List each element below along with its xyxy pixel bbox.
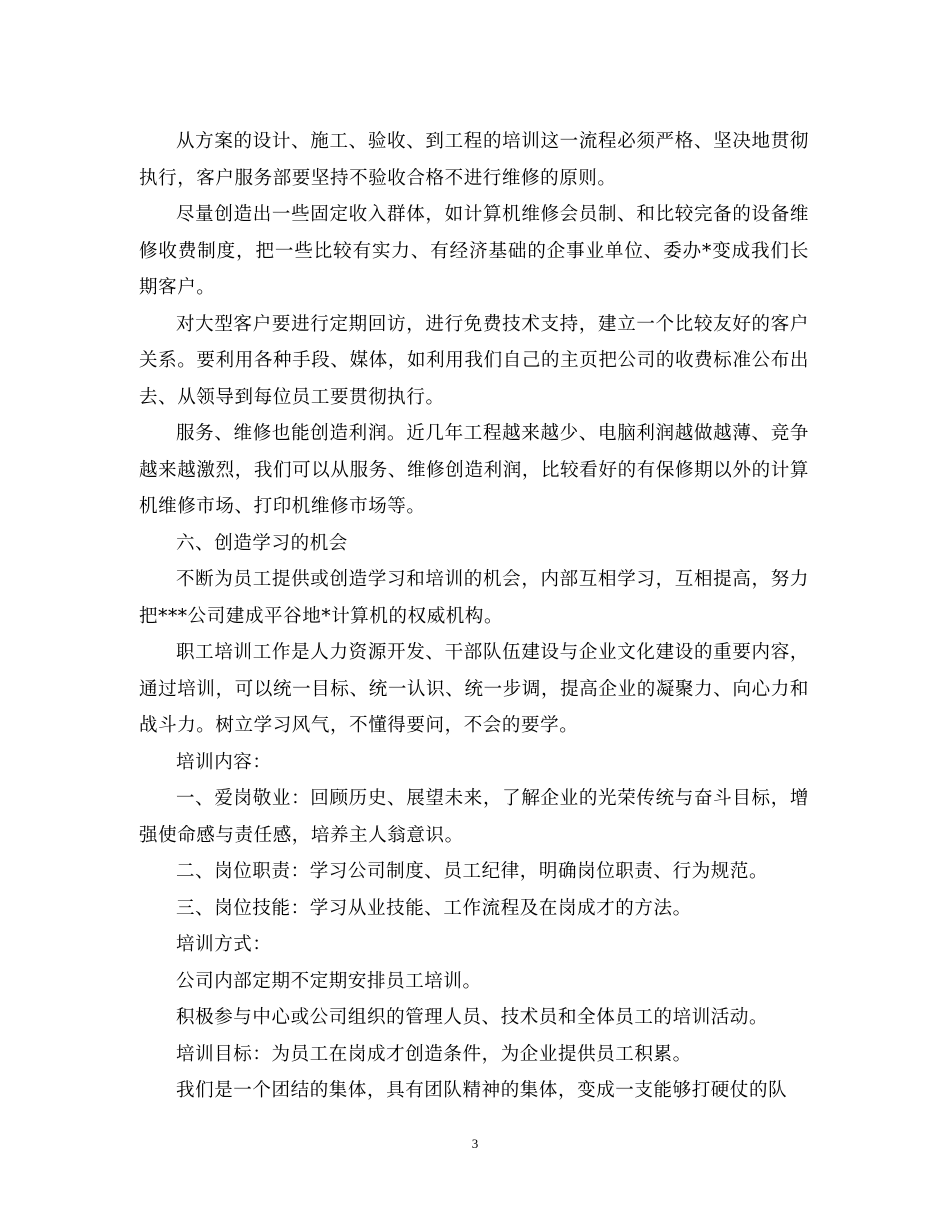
page-number: 3 bbox=[471, 1136, 479, 1151]
training-method-internal: 公司内部定期不定期安排员工培训。 bbox=[176, 970, 482, 992]
training-content-heading: 培训内容： bbox=[176, 751, 272, 773]
paragraph-service-profit: 服务、维修也能创造利润。近几年工程越来越少、电脑利润越做越薄、竞争越来越激烈，我们可以从服务、维修创造利润，比较看好的有保修期以外的计算机维修市场、打印机维修市场等。 bbox=[139, 423, 809, 517]
section-heading-learning: 六、创造学习的机会 bbox=[176, 532, 348, 554]
paragraph-acceptance-process: 从方案的设计、施工、验收、到工程的培训这一流程必须严格、坚决地贯彻执行，客户服务部要坚持不验收合格不进行维修的原则。 bbox=[139, 131, 809, 189]
training-method-heading: 培训方式： bbox=[176, 934, 272, 955]
paragraph-team-spirit: 我们是一个团结的集体，具有团队精神的集体，变成一支能够打硬仗的队 bbox=[176, 1080, 788, 1101]
paragraph-fixed-income-clients: 尽量创造出一些固定收入群体，如计算机维修会员制、和比较完备的设备维修收费制度，把一些比较有实力、有经济基础的企事业单位、委办*变成我们长期客户。 bbox=[139, 204, 809, 298]
training-item-responsibilities: 二、岗位职责：学习公司制度、员工纪律，明确岗位职责、行为规范。 bbox=[176, 861, 769, 882]
paragraph-learning-opportunities: 不断为员工提供或创造学习和培训的机会，内部互相学习，互相提高，努力把***公司建成平谷地*计算机的权威机构。 bbox=[139, 569, 809, 627]
paragraph-client-visits: 对大型客户要进行定期回访，进行免费技术支持，建立一个比较友好的客户关系。要利用各种手段、媒体，如利用我们自己的主页把公司的收费标准公布出去、从领导到每位员工要贯彻执行。 bbox=[139, 313, 809, 408]
training-item-dedication: 一、爱岗敬业：回顾历史、展望未来，了解企业的光荣传统与奋斗目标，增强使命感与责任感，培养主人翁意识。 bbox=[139, 788, 809, 846]
document-body bbox=[139, 124, 809, 1110]
training-method-participation: 积极参与中心或公司组织的管理人员、技术员和全体员工的培训活动。 bbox=[176, 1007, 769, 1028]
training-item-skills: 三、岗位技能：学习从业技能、工作流程及在岗成才的方法。 bbox=[176, 897, 692, 919]
paragraph-staff-training: 职工培训工作是人力资源开发、干部队伍建设与企业文化建设的重要内容，通过培训，可以统一目标、统一认识、统一步调，提高企业的凝聚力、向心力和战斗力。树立学习风气，不懂得要问，不会的要学。 bbox=[139, 642, 809, 736]
training-goal: 培训目标：为员工在岗成才创造条件，为企业提供员工积累。 bbox=[176, 1043, 692, 1065]
